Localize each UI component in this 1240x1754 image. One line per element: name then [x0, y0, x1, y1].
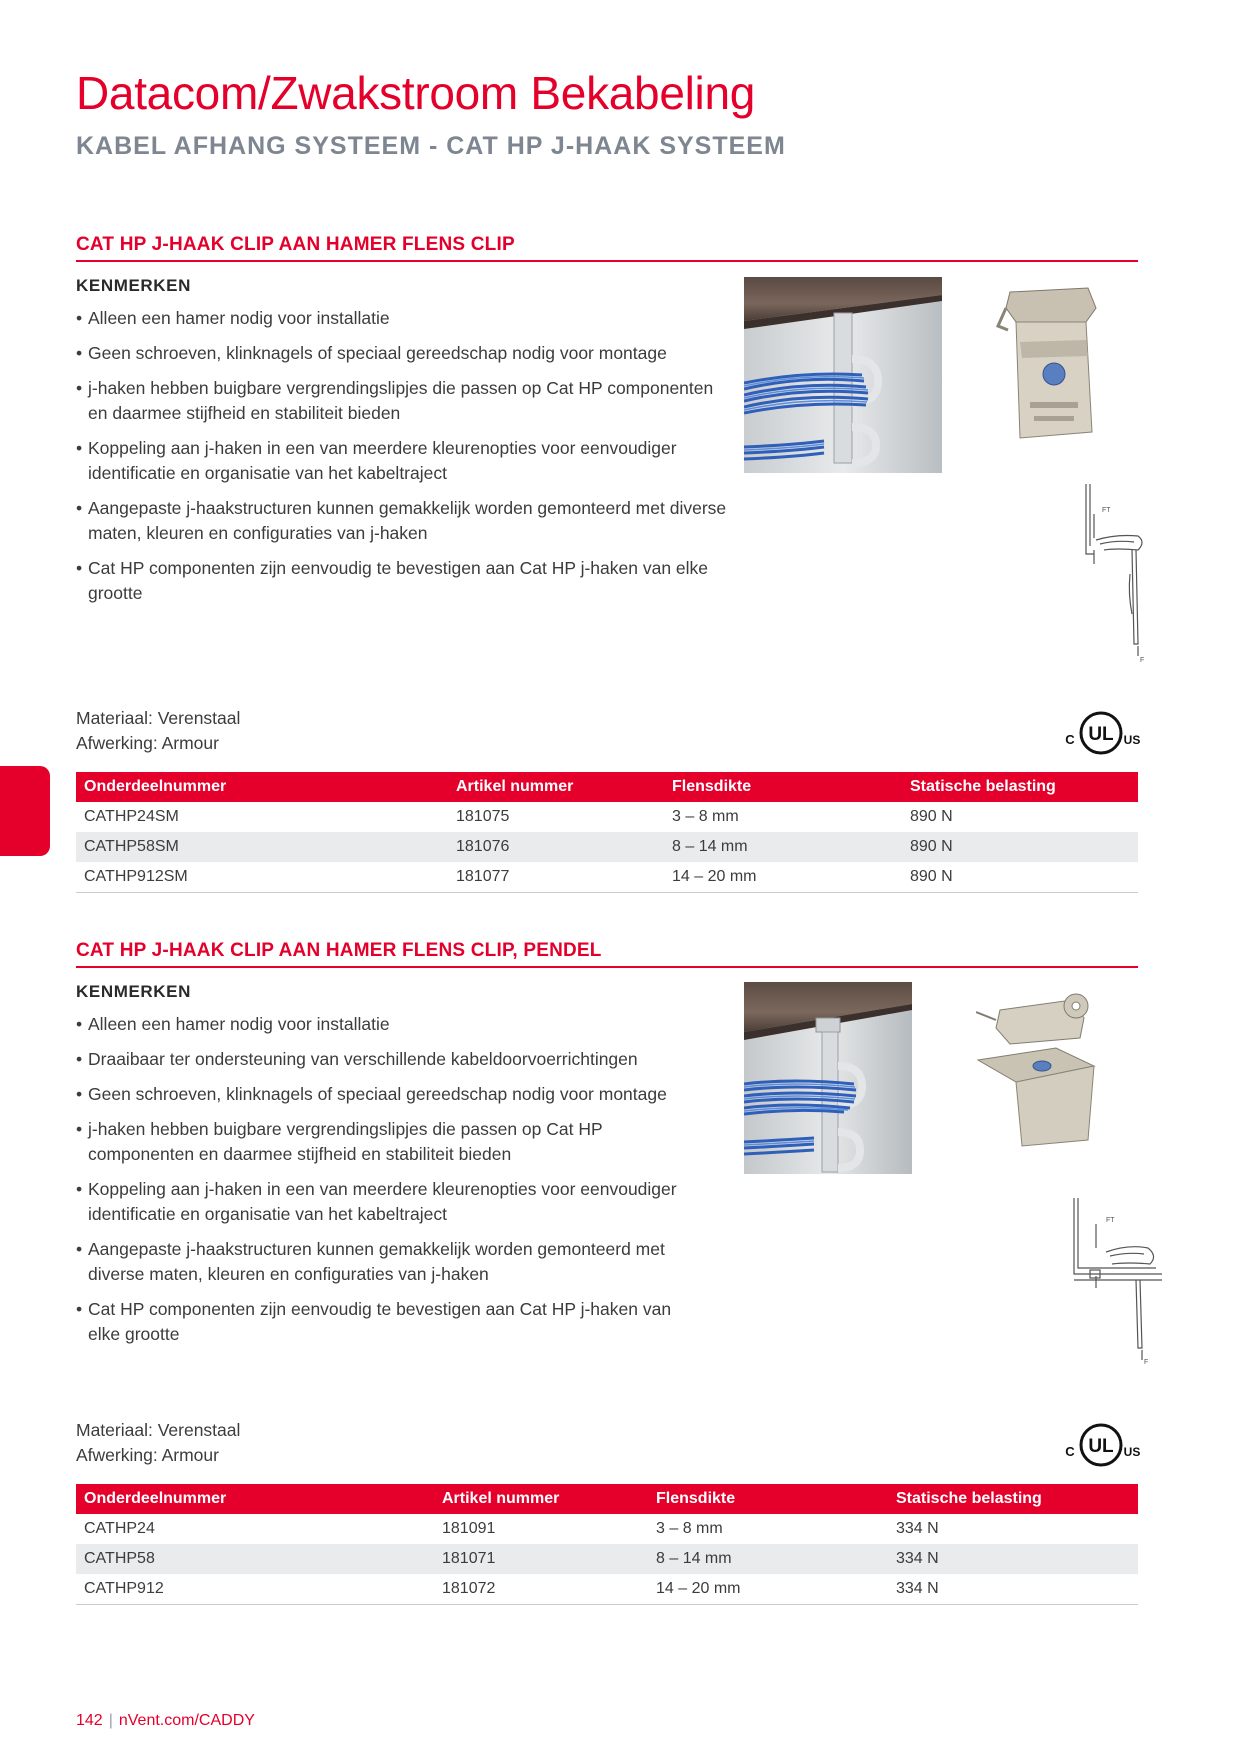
feature-item: • Draaibaar ter ondersteuning van verschillende kabeldoorvoerrichtingen — [76, 1047, 696, 1072]
table-row — [76, 1514, 1138, 1544]
part-number-cell: CATHP912SM — [76, 862, 448, 892]
table-row — [76, 1574, 1138, 1604]
column-header: Statische belasting — [902, 772, 1138, 802]
static-load-cell: 334 N — [888, 1574, 1138, 1604]
static-load-cell: 334 N — [896, 1520, 939, 1537]
features-heading: KENMERKEN — [76, 982, 191, 1001]
page-title: Datacom/Zwakstroom Bekabeling — [76, 67, 756, 119]
material-text: Materiaal: Verenstaal — [76, 1420, 241, 1440]
technical-drawing — [1076, 484, 1166, 669]
feature-item: • Cat HP componenten zijn eenvoudig te bevestigen aan Cat HP j-haken van elke grootte — [76, 556, 736, 606]
feature-item: • Cat HP componenten zijn eenvoudig te bevestigen aan Cat HP j-haken van elke grootte — [76, 1297, 696, 1347]
static-load-cell: 334 N — [888, 1544, 1138, 1574]
feature-item: • Alleen een hamer nodig voor installatie — [76, 1012, 696, 1037]
flange-thickness-cell: 14 – 20 mm — [648, 1574, 888, 1604]
product-section-2 — [76, 940, 1149, 1620]
installation-photo — [744, 277, 942, 473]
column-header: Artikel nummer — [448, 772, 664, 802]
flange-thickness-cell: 3 – 8 mm — [672, 808, 739, 825]
feature-item: • Alleen een hamer nodig voor installatie — [76, 306, 736, 331]
spec-table — [76, 1484, 1138, 1605]
flange-thickness-cell: 14 – 20 mm — [664, 862, 902, 892]
part-number-cell: CATHP58SM — [76, 832, 448, 862]
column-header: Flensdikte — [648, 1484, 888, 1514]
column-header: Statische belasting — [888, 1484, 1138, 1514]
article-number-cell: 181076 — [448, 832, 664, 862]
feature-item: • Koppeling aan j-haken in een van meerdere kleurenopties voor eenvoudiger identificatie en organisatie van het kabeltraject — [76, 1177, 696, 1227]
feature-item: • j-haken hebben buigbare vergrendingslipjes die passen op Cat HP componenten en daarmee stijfheid en stabiliteit bieden — [76, 376, 736, 426]
page-subtitle: KABEL AFHANG SYSTEEM - CAT HP J-HAAK SYSTEEM — [76, 132, 786, 160]
feature-item: • Aangepaste j-haakstructuren kunnen gemakkelijk worden gemonteerd met diverse maten, kleuren en configuraties van j-haken — [76, 1237, 696, 1287]
technical-drawing — [1066, 1198, 1176, 1368]
table-row — [76, 802, 1138, 832]
ul-text: UL — [1088, 724, 1114, 745]
page-number: 142 — [76, 1712, 103, 1729]
table-row — [76, 862, 1138, 892]
cul-us-certification-icon — [1060, 1422, 1142, 1468]
flange-thickness-cell: 8 – 14 mm — [664, 832, 902, 862]
f-label: F — [1144, 1359, 1149, 1366]
part-number-cell: CATHP58 — [76, 1544, 434, 1574]
table-row — [76, 1544, 1138, 1574]
feature-list — [76, 306, 736, 606]
product-image — [996, 282, 1106, 452]
part-number-cell: CATHP912 — [76, 1574, 434, 1604]
ft-label: FT — [1102, 507, 1111, 514]
part-number-cell: CATHP24SM — [84, 808, 179, 825]
feature-list — [76, 1012, 696, 1347]
article-number-cell: 181075 — [456, 808, 510, 825]
flange-thickness-cell: 8 – 14 mm — [648, 1544, 888, 1574]
column-header: Onderdeelnummer — [76, 772, 448, 802]
ul-text: UL — [1088, 1436, 1114, 1457]
article-number-cell: 181077 — [448, 862, 664, 892]
footer-separator: | — [108, 1712, 113, 1729]
footer-url-link[interactable]: nVent.com/CADDY — [118, 1712, 255, 1729]
installation-photo — [744, 982, 912, 1174]
part-number-cell: CATHP24 — [84, 1520, 155, 1537]
static-load-cell: 890 N — [910, 808, 953, 825]
static-load-cell: 890 N — [902, 832, 1138, 862]
c-text: C — [1065, 732, 1075, 747]
table-header-row — [76, 772, 1138, 802]
column-header: Artikel nummer — [434, 1484, 648, 1514]
section-tab-marker — [0, 766, 50, 856]
feature-item: • Geen schroeven, klinknagels of speciaal gereedschap nodig voor montage — [76, 1082, 696, 1107]
article-number-cell: 181071 — [434, 1544, 648, 1574]
spec-table — [76, 772, 1138, 893]
article-number-cell: 181072 — [434, 1574, 648, 1604]
ft-label: FT — [1106, 1217, 1115, 1224]
table-header-row — [76, 1484, 1138, 1514]
finish-text: Afwerking: Armour — [76, 733, 219, 753]
section-title: CAT HP J-HAAK CLIP AAN HAMER FLENS CLIP, PENDEL — [76, 940, 1138, 968]
cul-us-certification-icon — [1060, 710, 1142, 756]
article-number-cell: 181091 — [442, 1520, 496, 1537]
material-text: Materiaal: Verenstaal — [76, 708, 241, 728]
us-text: US — [1123, 1445, 1141, 1459]
static-load-cell: 890 N — [902, 862, 1138, 892]
table-row — [76, 832, 1138, 862]
feature-item: • Aangepaste j-haakstructuren kunnen gemakkelijk worden gemonteerd met diverse maten, kleuren en configuraties van j-haken — [76, 496, 736, 546]
feature-item: • Koppeling aan j-haken in een van meerdere kleurenopties voor eenvoudiger identificatie en organisatie van het kabeltraject — [76, 436, 736, 486]
product-image — [976, 990, 1106, 1150]
flange-thickness-cell: 3 – 8 mm — [656, 1520, 723, 1537]
section-title: CAT HP J-HAAK CLIP AAN HAMER FLENS CLIP — [76, 234, 1138, 262]
features-heading: KENMERKEN — [76, 276, 191, 295]
page-footer — [76, 1712, 255, 1730]
column-header: Onderdeelnummer — [76, 1484, 434, 1514]
product-section-1 — [76, 234, 1145, 894]
feature-item: • j-haken hebben buigbare vergrendingslipjes die passen op Cat HP componenten en daarmee stijfheid en stabiliteit bieden — [76, 1117, 696, 1167]
f-label: F — [1140, 657, 1145, 664]
us-text: US — [1123, 733, 1141, 747]
c-text: C — [1065, 1444, 1075, 1459]
column-header: Flensdikte — [664, 772, 902, 802]
feature-item: • Geen schroeven, klinknagels of speciaal gereedschap nodig voor montage — [76, 341, 736, 366]
finish-text: Afwerking: Armour — [76, 1445, 219, 1465]
